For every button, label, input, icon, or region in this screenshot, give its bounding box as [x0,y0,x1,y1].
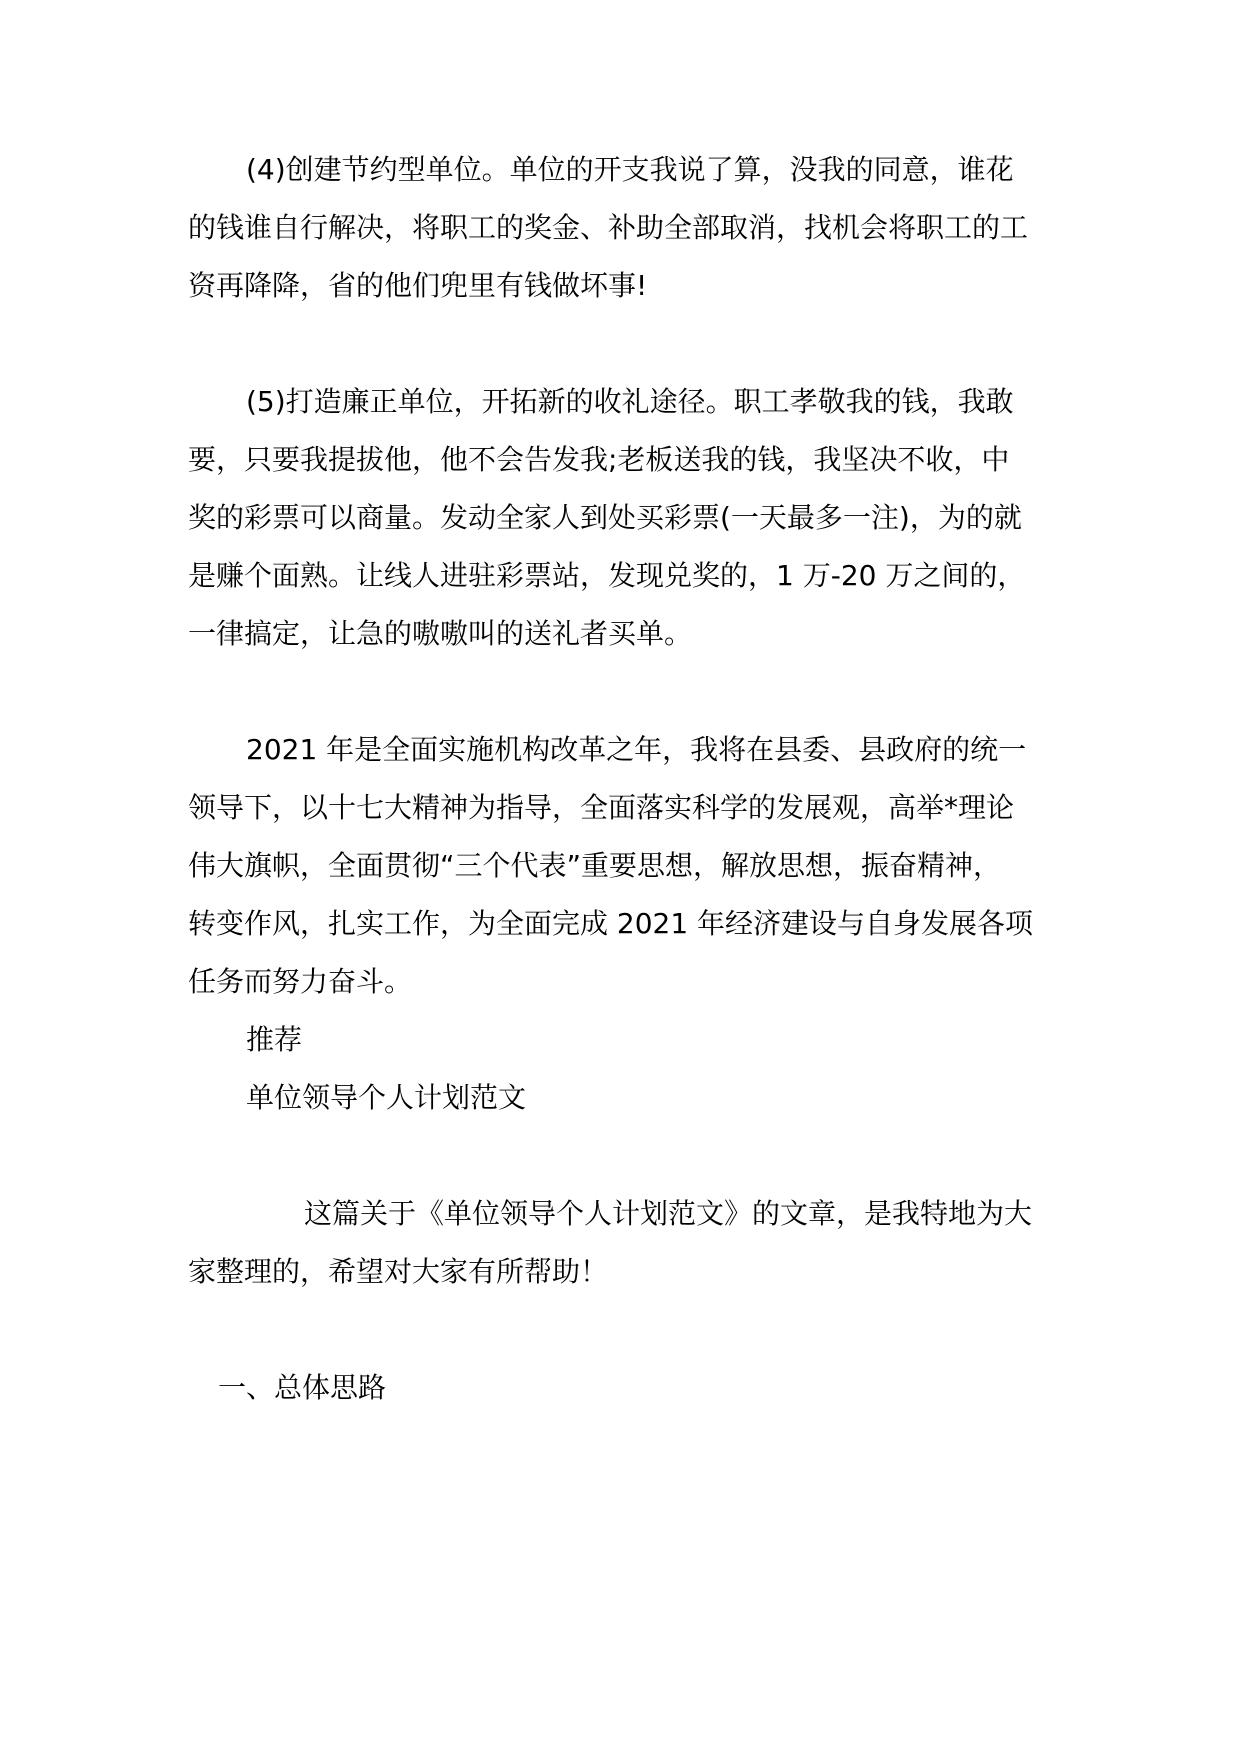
paragraph-5-line-2: 要，只要我提拔他，他不会告发我;老板送我的钱，我坚决不收，中 [188,443,1010,476]
paragraph-2021-line-3: 伟大旗帜，全面贯彻“三个代表”重要思想，解放思想，振奋精神， [188,849,1002,882]
paragraph-4-line-3: 资再降降，省的他们兜里有钱做坏事! [188,269,648,302]
paragraph-5-line-1: (5)打造廉正单位，开拓新的收礼途径。职工孝敬我的钱，我敢 [246,385,1014,418]
recommend-label: 推荐 [246,1023,303,1056]
paragraph-5-line-4: 是赚个面熟。让线人进驻彩票站，发现兑奖的，1 万-20 万之间的， [188,559,1026,592]
paragraph-2021-line-4: 转变作风，扎实工作，为全面完成 2021 年经济建设与自身发展各项 [188,907,1034,940]
paragraph-2021-line-1: 2021 年是全面实施机构改革之年，我将在县委、县政府的统一 [246,733,1027,766]
paragraph-4-line-2: 的钱谁自行解决，将职工的奖金、补助全部取消，找机会将职工的工 [188,211,1029,244]
paragraph-2021-line-2: 领导下，以十七大精神为指导，全面落实科学的发展观，高举*理论 [188,791,1015,824]
article-title: 单位领导个人计划范文 [246,1081,527,1114]
section-heading-overall-idea: 一、总体思路 [218,1371,387,1404]
paragraph-2021-line-5: 任务而努力奋斗。 [188,965,413,998]
paragraph-5-line-5: 一律搞定，让急的嗷嗷叫的送礼者买单。 [188,617,693,650]
intro-line-2: 家整理的，希望对大家有所帮助！ [188,1255,609,1288]
paragraph-5-line-3: 奖的彩票可以商量。发动全家人到处买彩票(一天最多一注)，为的就 [188,501,1022,534]
intro-line-1: 这篇关于《单位领导个人计划范文》的文章，是我特地为大 [304,1197,1033,1230]
paragraph-4-line-1: (4)创建节约型单位。单位的开支我说了算，没我的同意，谁花 [246,153,1014,186]
